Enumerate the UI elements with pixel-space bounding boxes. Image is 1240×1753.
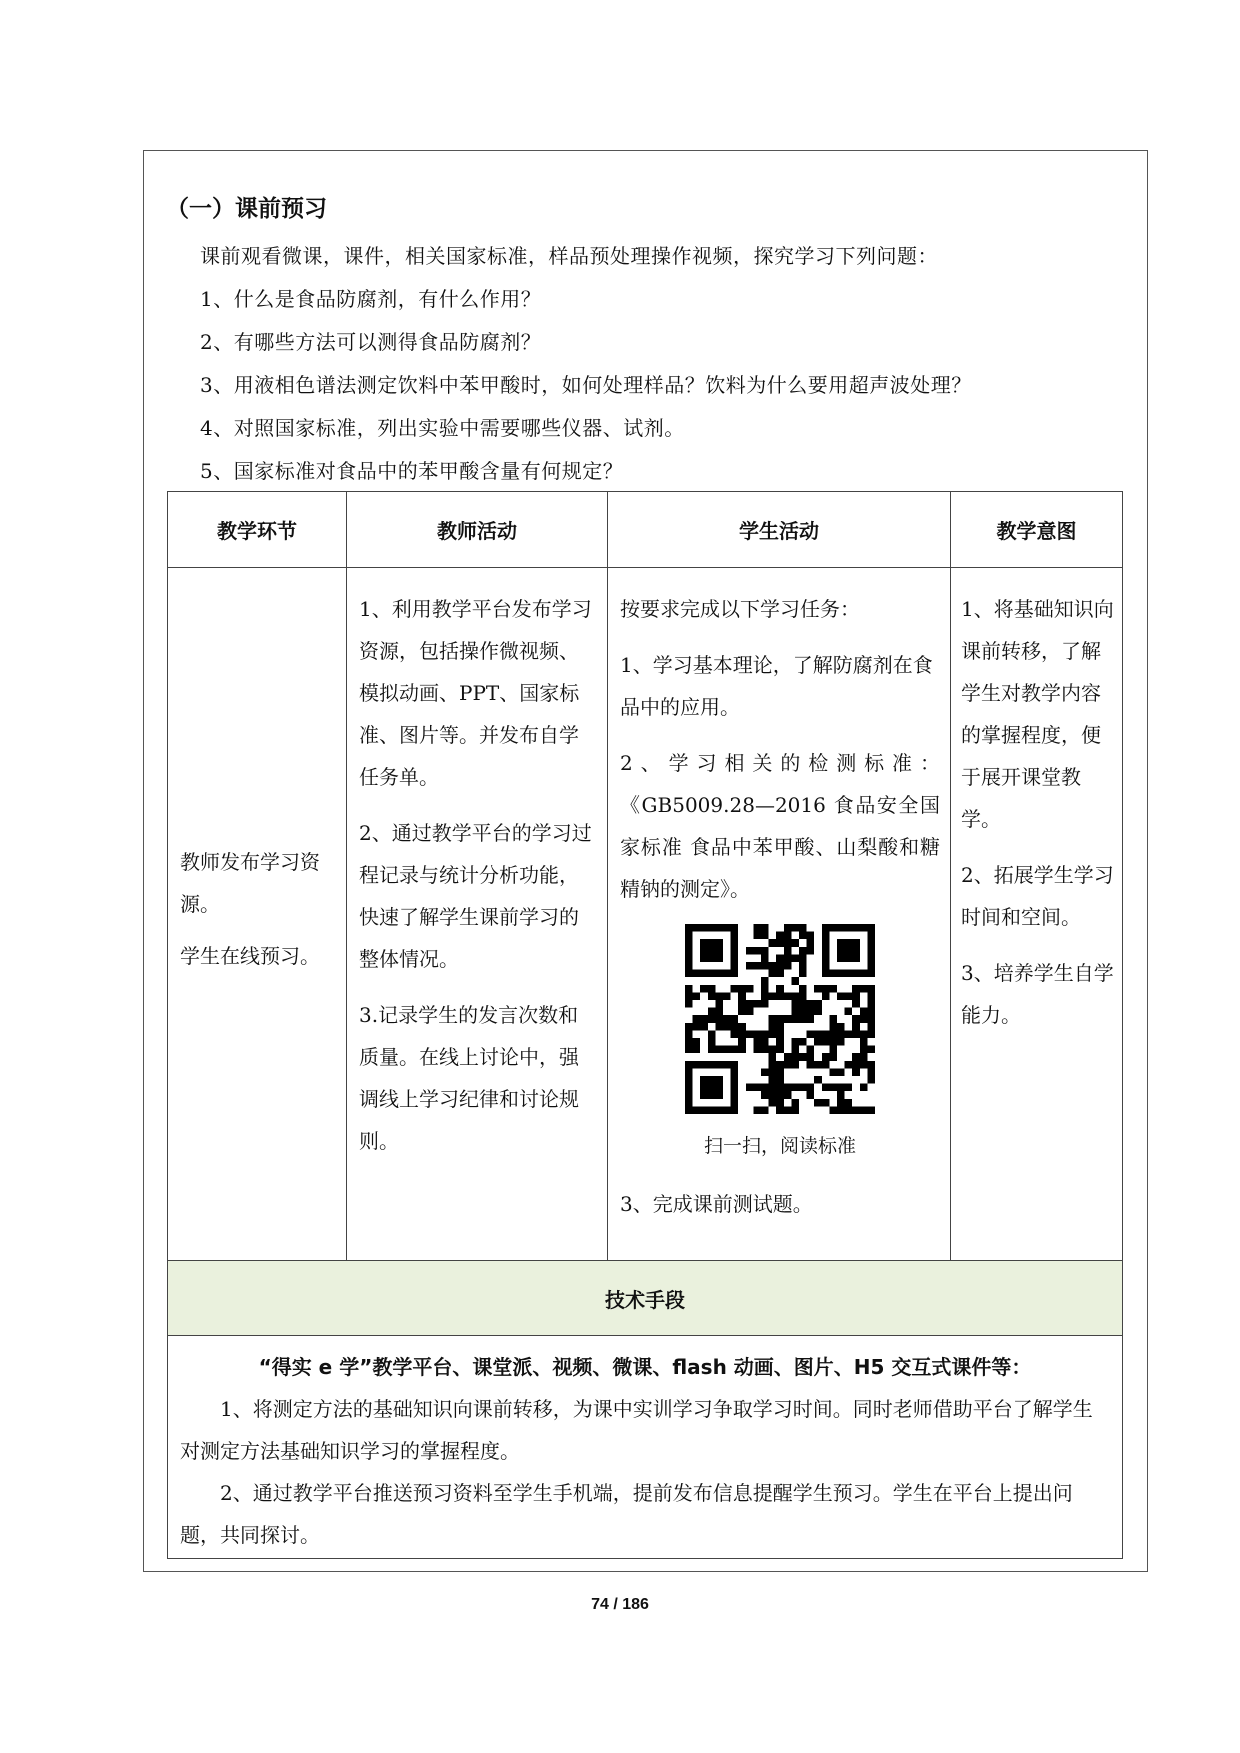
teacher-item-2: 2、通过教学平台的学习过程记录与统计分析功能，快速了解学生课前学习的整体情况。 — [359, 821, 592, 971]
stage-line-1: 教师发布学习资源。 — [180, 850, 320, 916]
tech-item-2: 2、通过教学平台推送预习资料至学生手机端，提前发布信息提醒学生预习。学生在平台上提出问题，共同探讨。 — [180, 1481, 1073, 1547]
preview-question-4: 4、对照国家标准，列出实验中需要哪些仪器、试剂。 — [200, 416, 685, 440]
preview-question-1: 1、什么是食品防腐剂，有什么作用？ — [200, 287, 542, 311]
preview-intro: 课前观看微课，课件，相关国家标准，样品预处理操作视频，探究学习下列问题： — [200, 244, 938, 268]
header-stage: 教学环节 — [168, 492, 347, 568]
tech-header: 技术手段 — [168, 1261, 1123, 1336]
teacher-item-1: 1、利用教学平台发布学习资源，包括操作微视频、模拟动画、PPT、国家标准、图片等。并发布自学任务单。 — [359, 597, 592, 789]
tech-body — [168, 1336, 1123, 1559]
intent-cell — [951, 568, 1123, 1261]
student-item-2: 2、学习相关的检测标准：《GB5009.28—2016 食品安全国家标准 食品中苯甲酸、山梨酸和糖精钠的测定》。 — [620, 751, 940, 901]
preview-question-3: 3、用液相色谱法测定饮料中苯甲酸时，如何处理样品？饮料为什么要用超声波处理？ — [200, 373, 972, 397]
student-item-1: 1、学习基本理论，了解防腐剂在食品中的应用。 — [620, 653, 933, 719]
qr-caption: 扫一扫，阅读标准 — [703, 1135, 856, 1157]
table-header-row — [168, 492, 1123, 568]
intent-item-3: 3、培养学生自学能力。 — [961, 961, 1114, 1027]
preview-question-2: 2、有哪些方法可以测得食品防腐剂？ — [200, 330, 542, 354]
student-lead: 按要求完成以下学习任务： — [620, 597, 860, 621]
header-teacher: 教师活动 — [347, 492, 608, 568]
tech-header-row — [168, 1261, 1123, 1336]
qr-code-image — [685, 924, 875, 1114]
tech-body-row — [168, 1336, 1123, 1559]
teacher-cell — [347, 568, 608, 1261]
page-number: 74 / 186 — [591, 1596, 649, 1613]
lesson-table — [167, 491, 1123, 1559]
tech-item-1: 1、将测定方法的基础知识向课前转移，为课中实训学习争取学习时间。同时老师借助平台了解学生对测定方法基础知识学习的掌握程度。 — [180, 1397, 1093, 1463]
tech-lead: “得实 e 学”教学平台、课堂派、视频、微课、flash 动画、图片、H5 交互式课件等： — [258, 1355, 1032, 1379]
header-student: 学生活动 — [608, 492, 951, 568]
intent-item-2: 2、拓展学生学习时间和空间。 — [961, 863, 1114, 929]
preview-question-5: 5、国家标准对食品中的苯甲酸含量有何规定？ — [200, 459, 624, 483]
student-item-3: 3、完成课前测试题。 — [620, 1192, 813, 1216]
student-cell — [608, 568, 951, 1261]
qr-code[interactable] — [620, 924, 940, 1119]
teacher-item-3: 3.记录学生的发言次数和质量。在线上讨论中，强调线上学习纪律和讨论规则。 — [359, 1003, 579, 1153]
header-intent: 教学意图 — [951, 492, 1123, 568]
section-title: （一）课前预习 — [166, 196, 327, 222]
table-row — [168, 568, 1123, 1261]
intent-item-1: 1、将基础知识向课前转移，了解学生对教学内容的掌握程度，便于展开课堂教学。 — [961, 597, 1114, 831]
stage-line-2: 学生在线预习。 — [180, 944, 320, 968]
stage-cell — [168, 568, 347, 1261]
